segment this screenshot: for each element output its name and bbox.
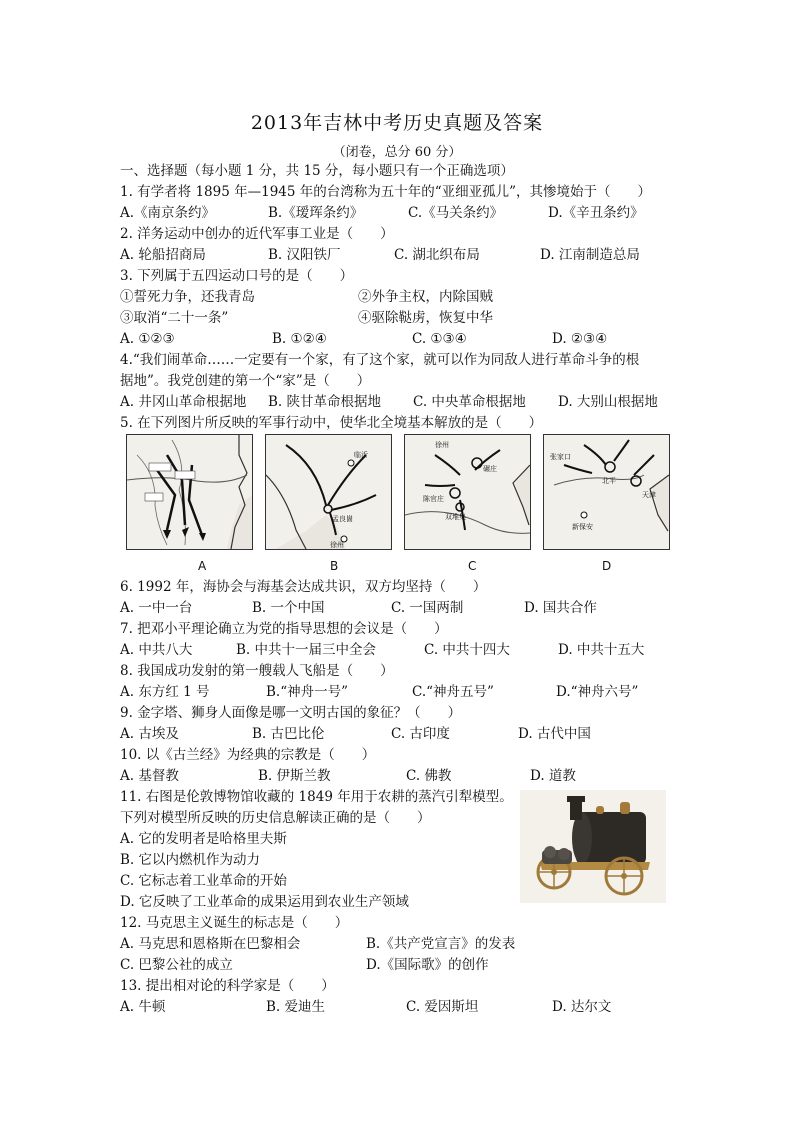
section-heading: 一、选择题（每小题 1 分，共 15 分，每小题只有一个正确选项） <box>120 163 514 179</box>
q6-option-b: B. 一个中国 <box>252 600 325 616</box>
q5-label-d: D <box>602 559 612 573</box>
q5-map-d <box>543 434 670 550</box>
q6-option-d: D. 国共合作 <box>524 600 597 616</box>
q6-stem: 6. 1992 年，海协会与海基会达成共识，双方均坚持（ ） <box>120 579 487 595</box>
svg-text:陈官庄: 陈官庄 <box>423 495 444 503</box>
q4-option-b: B. 陕甘革命根据地 <box>268 394 382 410</box>
q3-option-b: B. ①②④ <box>272 331 327 347</box>
svg-text:新保安: 新保安 <box>572 523 593 531</box>
svg-text:天津: 天津 <box>642 491 656 499</box>
q11-stem-line2: 下列对模型所反映的历史信息解读正确的是（ ） <box>120 810 431 826</box>
q5-label-c: C <box>468 559 477 573</box>
q3-option-c: C. ①③④ <box>412 331 467 347</box>
q3-option-d: D. ②③④ <box>552 331 608 347</box>
q11-stem-line1: 11. 右图是伦敦博物馆收藏的 1849 年用于农耕的蒸汽引犁模型。 <box>120 789 513 805</box>
q2-option-d: D. 江南制造总局 <box>540 247 640 263</box>
q9-stem: 9. 金字塔、狮身人面像是哪一文明古国的象征？（ ） <box>120 705 462 721</box>
q6-option-c: C. 一国两制 <box>391 600 464 616</box>
q13-option-c: C. 爱因斯坦 <box>406 999 479 1015</box>
q8-option-a: A. 东方红 1 号 <box>120 684 210 700</box>
q7-option-b: B. 中共十一届三中全会 <box>236 642 377 658</box>
q11-option-b: B. 它以内燃机作为动力 <box>120 852 261 868</box>
q1-option-d: D.《辛丑条约》 <box>548 205 644 221</box>
q11-option-d: D. 它反映了工业革命的成果运用到农业生产领域 <box>120 894 409 910</box>
q2-option-a: A. 轮船招商局 <box>120 247 206 263</box>
q1-option-a: A.《南京条约》 <box>120 205 216 221</box>
q12-option-c: C. 巴黎公社的成立 <box>120 957 233 973</box>
q4-stem-line1: 4.“我们闹革命……一定要有一个家，有了这个家，就可以作为同敌人进行革命斗争的根 <box>120 352 640 368</box>
q5-label-a: A <box>198 559 207 573</box>
q5-map-c <box>404 434 531 550</box>
q5-map-b <box>265 434 392 550</box>
q3-item-2: ②外争主权，内除国贼 <box>358 289 493 305</box>
q5-label-b: B <box>330 559 339 573</box>
q2-option-b: B. 汉阳铁厂 <box>268 247 341 263</box>
q13-stem: 13. 提出相对论的科学家是（ ） <box>120 978 335 994</box>
q1-stem: 1. 有学者将 1895 年—1945 年的台湾称为五十年的“亚细亚孤儿”，其惨境始于（ ） <box>120 184 652 200</box>
q9-option-a: A. 古埃及 <box>120 726 179 742</box>
svg-text:孟良崮: 孟良崮 <box>332 515 353 523</box>
q5-map-row <box>126 434 670 550</box>
q10-option-b: B. 伊斯兰教 <box>258 768 331 784</box>
svg-text:双堆集: 双堆集 <box>445 513 466 521</box>
q8-option-c: C.“神舟五号” <box>412 684 494 700</box>
q8-stem: 8. 我国成功发射的第一艘载人飞船是（ ） <box>120 663 394 679</box>
q5-map-a <box>126 434 253 550</box>
svg-text:北平: 北平 <box>602 477 616 485</box>
svg-text:张家口: 张家口 <box>550 453 571 461</box>
q7-option-a: A. 中共八大 <box>120 642 193 658</box>
q10-option-a: A. 基督教 <box>120 768 179 784</box>
svg-text:徐州: 徐州 <box>330 541 344 549</box>
q7-option-d: D. 中共十五大 <box>558 642 645 658</box>
q12-stem: 12. 马克思主义诞生的标志是（ ） <box>120 915 349 931</box>
q9-option-c: C. 古印度 <box>391 726 450 742</box>
q4-option-d: D. 大别山根据地 <box>558 394 658 410</box>
q13-option-a: A. 牛顿 <box>120 999 166 1015</box>
q10-option-d: D. 道教 <box>530 768 576 784</box>
q3-option-a: A. ①②③ <box>120 331 175 347</box>
q11-option-a: A. 它的发明者是哈格里夫斯 <box>120 831 287 847</box>
q13-option-b: B. 爱迪生 <box>266 999 326 1015</box>
page-title: 2013年吉林中考历史真题及答案 <box>250 112 544 134</box>
svg-text:徐州: 徐州 <box>435 441 449 449</box>
q1-option-b: B.《瑷珲条约》 <box>268 205 364 221</box>
q12-option-a: A. 马克思和恩格斯在巴黎相会 <box>120 936 301 952</box>
svg-text:碾庄: 碾庄 <box>483 465 497 473</box>
q4-stem-line2: 据地”。我党创建的第一个“家”是（ ） <box>120 373 371 389</box>
q1-option-c: C.《马关条约》 <box>408 205 504 221</box>
q6-option-a: A. 一中一台 <box>120 600 193 616</box>
q7-option-c: C. 中共十四大 <box>424 642 510 658</box>
steam-plough-model-image <box>520 790 666 903</box>
q8-option-b: B.“神舟一号” <box>266 684 349 700</box>
q3-item-1: ①誓死力争，还我青岛 <box>120 289 255 305</box>
q12-option-b: B.《共产党宣言》的发表 <box>366 936 516 952</box>
q13-option-d: D. 达尔文 <box>552 999 612 1015</box>
q10-stem: 10. 以《古兰经》为经典的宗教是（ ） <box>120 747 376 763</box>
q4-option-c: C. 中央革命根据地 <box>413 394 526 410</box>
q5-stem: 5. 在下列图片所反映的军事行动中，使华北全境基本解放的是（ ） <box>120 415 543 431</box>
svg-text:临沂: 临沂 <box>354 451 368 459</box>
q3-item-4: ④驱除鞑虏，恢复中华 <box>358 310 493 326</box>
q8-option-d: D.“神舟六号” <box>556 684 639 700</box>
q3-stem: 3. 下列属于五四运动口号的是（ ） <box>120 268 354 284</box>
q7-stem: 7. 把邓小平理论确立为党的指导思想的会议是（ ） <box>120 621 448 637</box>
q11-option-c: C. 它标志着工业革命的开始 <box>120 873 287 889</box>
page-subtitle: （闭卷，总分 60 分） <box>332 145 462 160</box>
q9-option-b: B. 古巴比伦 <box>252 726 325 742</box>
q2-stem: 2. 洋务运动中创办的近代军事工业是（ ） <box>120 226 394 242</box>
q12-option-d: D.《国际歌》的创作 <box>366 957 489 973</box>
q3-item-3: ③取消“二十一条” <box>120 310 229 326</box>
q9-option-d: D. 古代中国 <box>518 726 591 742</box>
q2-option-c: C. 湖北织布局 <box>394 247 480 263</box>
q4-option-a: A. 井冈山革命根据地 <box>120 394 247 410</box>
q10-option-c: C. 佛教 <box>406 768 452 784</box>
